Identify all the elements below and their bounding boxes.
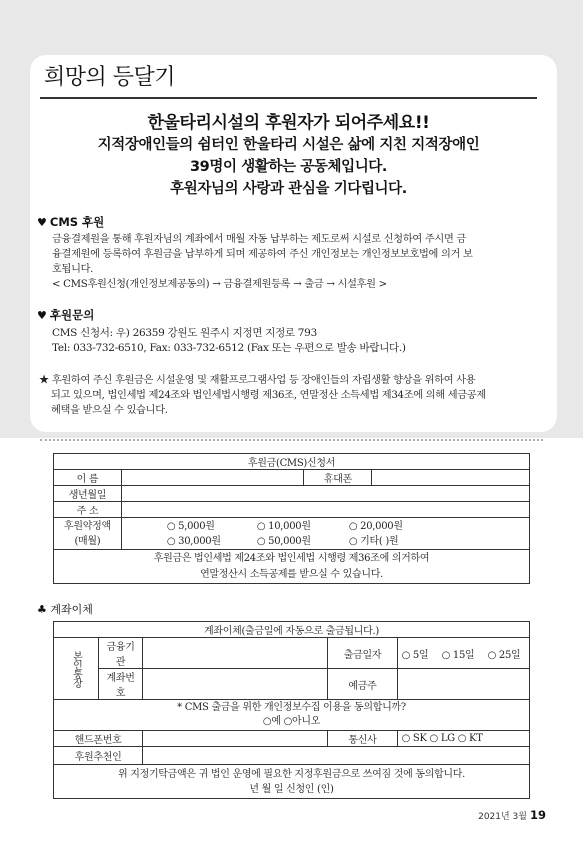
consent-options[interactable]: ○예 ○아니오 xyxy=(262,716,321,727)
amount-option-10000[interactable]: ○ 10,000원 xyxy=(256,520,311,532)
withdraw-date-options[interactable] xyxy=(397,638,529,669)
date-option-5[interactable]: ○ 5일 xyxy=(401,649,429,661)
inquiry-details: CMS 신청서: 우) 26359 강원도 원주시 지정면 지정로 793 Tel: 033-732-6510, Fax: 033-732-6512 (Fax 또는 우편으로 발송 바랍니다.) xyxy=(52,327,406,354)
address-label: 주 소 xyxy=(54,502,122,518)
page-footer xyxy=(478,808,546,822)
form-title: 후원금(CMS)신청서 xyxy=(54,454,530,470)
birth-field[interactable] xyxy=(121,486,529,502)
name-label: 이 름 xyxy=(54,470,122,486)
bank-label: 금융기관 xyxy=(99,638,143,669)
issue-date: 2021년 3월 xyxy=(478,812,527,822)
transfer-section-heading: ♣ 계좌이체 xyxy=(37,603,93,616)
page-title: 희망의 등달기 xyxy=(44,65,176,90)
cms-heading: ♥ CMS 후원 xyxy=(37,215,105,229)
amount-option-30000[interactable]: ○ 30,000원 xyxy=(166,535,221,547)
headline-line-4: 후원자님의 사랑과 관심을 기다립니다. xyxy=(170,181,407,197)
inquiry-heading: ♥ 후원문의 xyxy=(37,308,95,322)
tax-deduction-note: 후원금은 법인세법 제24조와 법인세법 시행령 제36조에 의거하여 연말정산시 소득공제를 받으실 수 있습니다. xyxy=(54,550,530,584)
date-option-15[interactable]: ○ 15일 xyxy=(441,649,475,661)
amount-option-50000[interactable]: ○ 50,000원 xyxy=(256,535,311,547)
transfer-form-title: 계좌이체(출금일에 자동으로 출금됩니다.) xyxy=(54,622,530,638)
bank-field[interactable] xyxy=(143,638,328,669)
account-number-field[interactable] xyxy=(143,669,328,700)
address-field[interactable] xyxy=(121,502,529,518)
date-option-25[interactable]: ○ 25일 xyxy=(487,649,521,661)
tax-notice: ★ 후원하여 주신 후원금은 시설운영 및 재활프로그램사업 등 장애인들의 자립생활 향상을 위하여 사용 되고 있으며, 법인세법 제24조와 법인세법시행령 제36조, 연말정산 소득세법 제34조에 의해 세금공제 혜택을 받으실 수 있습니다. xyxy=(39,375,486,416)
headline-line-3: 39명이 생활하는 공동체입니다. xyxy=(189,159,388,175)
headline-line-2: 지적장애인들의 쉼터인 한울타리 시설은 삶에 지친 지적장애인 xyxy=(97,137,480,153)
amount-option-20000[interactable]: ○ 20,000원 xyxy=(348,520,403,532)
heart-icon: ♥ xyxy=(37,216,47,229)
amount-label: 후원약정액 (매월) xyxy=(54,518,122,550)
phone-field[interactable] xyxy=(372,470,530,486)
carrier-label: 통신사 xyxy=(328,731,397,747)
amount-options[interactable] xyxy=(121,518,529,550)
amount-option-5000[interactable]: ○ 5,000원 xyxy=(166,520,215,532)
carrier-options[interactable]: ○ SK ○ LG ○ KT xyxy=(397,731,529,747)
recommender-field[interactable] xyxy=(143,747,530,765)
depositor-field[interactable] xyxy=(397,669,529,700)
cms-application-form xyxy=(53,453,530,584)
name-field[interactable] xyxy=(121,470,304,486)
depositor-label: 예금주 xyxy=(328,669,397,700)
account-number-label: 계좌번호 xyxy=(99,669,143,700)
headline-main: 한울타리시설의 후원자가 되어주세요!! xyxy=(147,113,430,133)
title-divider xyxy=(40,97,537,99)
birth-label: 생년월일 xyxy=(54,486,122,502)
withdraw-date-label: 출금일자 xyxy=(328,638,397,669)
signature-line[interactable]: 년 월 일 신청인 (인) xyxy=(249,783,334,795)
club-icon: ♣ xyxy=(37,603,47,616)
page-number: 19 xyxy=(529,808,546,822)
mobile-field[interactable] xyxy=(143,731,328,747)
recommender-label: 후원추천인 xyxy=(54,747,143,765)
account-holder-label: 본인통장 xyxy=(54,638,99,700)
amount-option-other[interactable]: ○ 기타( )원 xyxy=(348,535,399,547)
donation-agreement: 위 지정기탁금액은 귀 법인 운영에 필요한 지정후원금으로 쓰여짐 것에 동의합니다. 년 월 일 신청인 (인) xyxy=(54,765,530,799)
cut-line xyxy=(40,439,543,441)
phone-label: 휴대폰 xyxy=(304,470,372,486)
account-transfer-form xyxy=(53,621,530,799)
privacy-consent: * CMS 출금을 위한 개인정보수집 이용을 동의합니까? ○예 ○아니오 xyxy=(54,700,530,731)
cms-description: 금융결제원을 통해 후원자님의 계좌에서 매월 자동 납부하는 제도로써 시설로 신청하여 주시면 금 융결제원에 등록하여 후원금을 납부하게 되며 제공하여 주신 개인정보는 개인정보보호법에 의거 보 호됩니다. < CMS후원신청(개인정보제공동의) → 금융결제원등록 → 출금 → 시설후원 > xyxy=(52,234,473,290)
heart-icon: ♥ xyxy=(37,309,47,322)
mobile-label: 핸드폰번호 xyxy=(54,731,143,747)
